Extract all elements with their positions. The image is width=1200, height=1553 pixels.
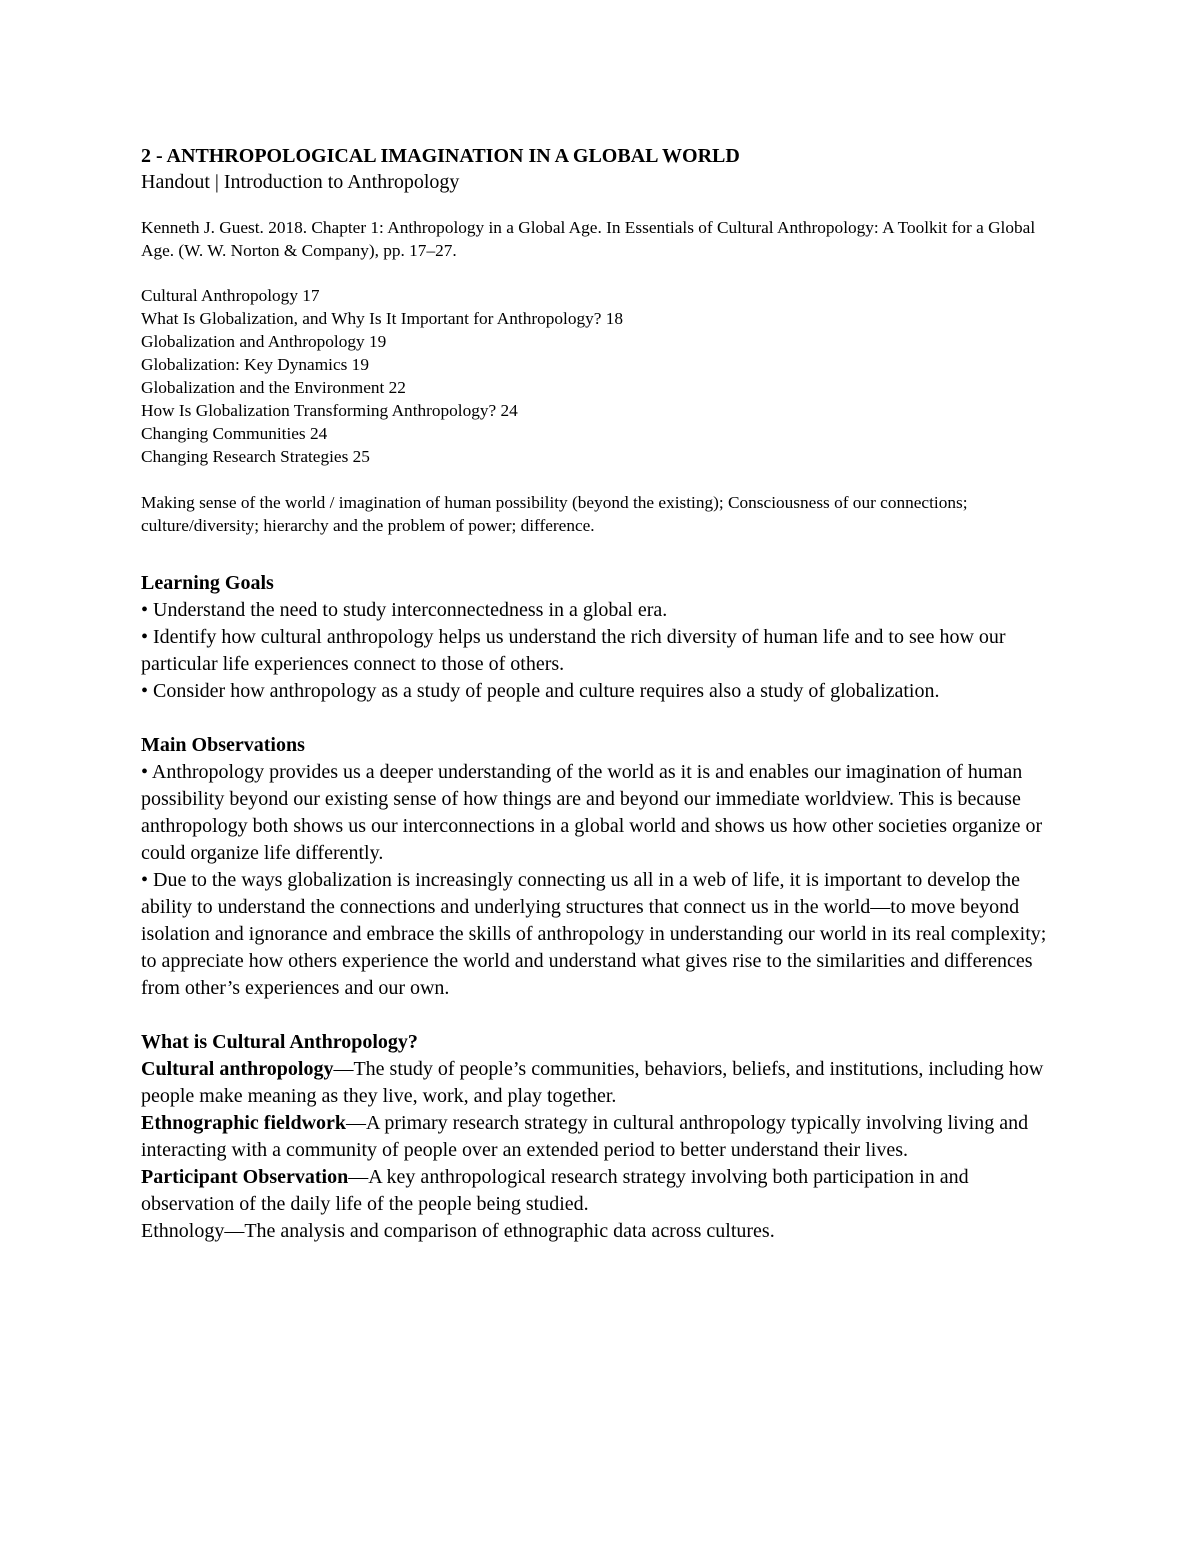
term-label: Ethnographic fieldwork bbox=[141, 1112, 347, 1134]
toc-item: Globalization and the Environment 22 bbox=[141, 378, 406, 397]
definition-ethnology: Ethnology—The analysis and comparison of ethnographic data across cultures. bbox=[141, 1220, 775, 1242]
main-observations-section bbox=[141, 732, 1061, 1002]
term-definition: —The study of people’s communities, behaviors, beliefs, and institutions, including how people make meaning as they live, work, and play together. bbox=[141, 1058, 1044, 1107]
table-of-contents bbox=[141, 284, 1061, 468]
main-observations-heading: Main Observations bbox=[141, 734, 305, 756]
toc-item: Globalization and Anthropology 19 bbox=[141, 332, 387, 351]
toc-item: Cultural Anthropology 17 bbox=[141, 286, 320, 305]
term-label: Participant Observation bbox=[141, 1166, 349, 1188]
learning-goals-heading: Learning Goals bbox=[141, 572, 274, 594]
document-subtitle: Handout | Introduction to Anthropology bbox=[141, 171, 460, 193]
term-definition: —A primary research strategy in cultural anthropology typically involving living and interacting with a community of people over an extended period to better understand their lives. bbox=[141, 1112, 1029, 1161]
observation-item: • Anthropology provides us a deeper understanding of the world as it is and enables our imagination of human possibility beyond our existing sense of how things are and beyond our immediate worldview. This is because anthropology both shows us our interconnections in a global world and shows us how other societies organize or could organize life differently. bbox=[141, 761, 1043, 864]
definition-ethnographic-fieldwork bbox=[141, 1110, 1061, 1164]
definition-cultural-anthropology bbox=[141, 1056, 1061, 1110]
toc-item: What Is Globalization, and Why Is It Important for Anthropology? 18 bbox=[141, 309, 624, 328]
learning-goal-item: • Consider how anthropology as a study of people and culture requires also a study of globalization. bbox=[141, 680, 940, 702]
document-title: 2 - ANTHROPOLOGICAL IMAGINATION IN A GLOBAL WORLD bbox=[141, 145, 740, 167]
cultural-anthropology-heading: What is Cultural Anthropology? bbox=[141, 1031, 418, 1053]
term-definition: —A key anthropological research strategy involving both participation in and observation of the daily life of the people being studied. bbox=[141, 1166, 969, 1215]
term-label: Cultural anthropology bbox=[141, 1058, 334, 1080]
citation: Kenneth J. Guest. 2018. Chapter 1: Anthropology in a Global Age. In Essentials of Cultural Anthropology: A Toolkit for a Global Age. (W. W. Norton & Company), pp. 17–27. bbox=[141, 218, 1036, 260]
themes-paragraph: Making sense of the world / imagination of human possibility (beyond the existing); Consciousness of our connections; culture/diversity; hierarchy and the problem of power; difference. bbox=[141, 493, 968, 535]
learning-goal-item: • Identify how cultural anthropology helps us understand the rich diversity of human life and to see how our particular life experiences connect to those of others. bbox=[141, 626, 1006, 675]
definition-participant-observation bbox=[141, 1164, 1061, 1218]
learning-goal-item: • Understand the need to study interconnectedness in a global era. bbox=[141, 599, 668, 621]
observation-item: • Due to the ways globalization is increasingly connecting us all in a web of life, it is important to develop the ability to understand the connections and underlying structures that connect us in the world—to move beyond isolation and ignorance and embrace the skills of anthropology in understanding our world in its real complexity; to appreciate how others experience the world and understand what gives rise to the similarities and differences from other’s experiences and our own. bbox=[141, 869, 1047, 999]
learning-goals-section bbox=[141, 570, 1061, 705]
toc-item: How Is Globalization Transforming Anthropology? 24 bbox=[141, 401, 518, 420]
toc-item: Changing Communities 24 bbox=[141, 424, 328, 443]
toc-item: Changing Research Strategies 25 bbox=[141, 447, 370, 466]
toc-item: Globalization: Key Dynamics 19 bbox=[141, 355, 369, 374]
cultural-anthropology-section bbox=[141, 1029, 1061, 1245]
page-content bbox=[141, 143, 1061, 1245]
